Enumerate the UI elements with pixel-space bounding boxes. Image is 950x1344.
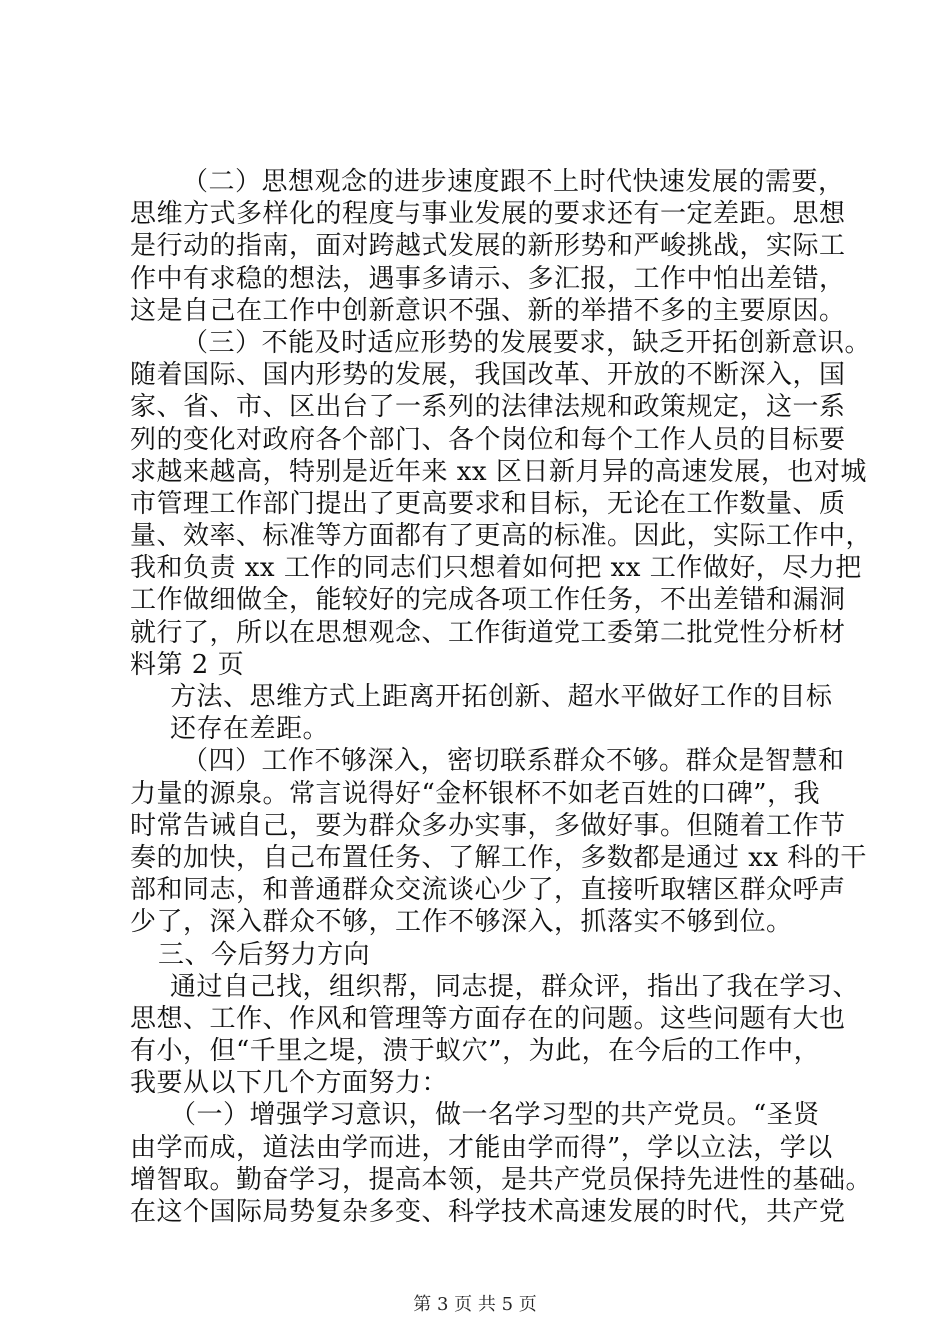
text-line: 方法、思维方式上距离开拓创新、超水平做好工作的目标 [170, 682, 833, 712]
text-line: 量、效率、标准等方面都有了更高的标准。因此，实际工作中， [130, 521, 873, 552]
text-line: 我和负责 xx 工作的同志们只想着如何把 xx 工作做好，尽力把 [130, 553, 862, 584]
text-line: 时常告诫自己，要为群众多办实事，多做好事。但随着工作节 [130, 810, 846, 841]
text-line: 思想、工作、作风和管理等方面存在的问题。这些问题有大也 [130, 1003, 846, 1034]
page-footer [0, 1290, 950, 1316]
text-line: 家、省、市、区出台了一系列的法律法规和政策规定，这一系 [130, 392, 846, 423]
text-line: 随着国际、国内形势的发展，我国改革、开放的不断深入，国 [130, 360, 846, 391]
text-line: 力量的源泉。常言说得好“金杯银杯不如老百姓的口碑”，我 [130, 778, 821, 809]
text-line: 还存在差距。 [170, 714, 330, 745]
text-line: 作中有求稳的想法，遇事多请示、多汇报，工作中怕出差错， [130, 263, 846, 294]
text-line: 是行动的指南，面对跨越式发展的新形势和严峻挑战，实际工 [130, 231, 846, 262]
text-line: （二）思想观念的进步速度跟不上时代快速发展的需要， [182, 167, 845, 197]
text-line: 少了，深入群众不够，工作不够深入，抓落实不够到位。 [130, 907, 793, 938]
text-line: 在这个国际局势复杂多变、科学技术高速发展的时代，共产党 [130, 1197, 846, 1227]
text-line: 我要从以下几个方面努力： [130, 1068, 449, 1099]
document-body [130, 166, 873, 1228]
text-line: 市管理工作部门提出了更高要求和目标，无论在工作数量、质 [130, 488, 846, 519]
text-line: 这是自己在工作中创新意识不强、新的举措不多的主要原因。 [130, 295, 846, 326]
text-line: 奏的加快，自己布置任务、了解工作，多数都是通过 xx 科的干 [130, 842, 867, 873]
text-line: 通过自己找，组织帮，同志提，群众评，指出了我在学习、 [170, 971, 860, 1002]
text-line: 列的变化对政府各个部门、各个岗位和每个工作人员的目标要 [130, 424, 846, 455]
text-line: 增智取。勤奋学习，提高本领，是共产党员保持先进性的基础。 [130, 1164, 873, 1195]
page-number-label: 第 3 页 共 5 页 [413, 1294, 537, 1315]
text-line: 求越来越高，特别是近年来 xx 区日新月异的高速发展，也对城 [130, 456, 867, 487]
text-line: （三）不能及时适应形势的发展要求，缺乏开拓创新意识。 [182, 327, 872, 358]
text-line: 思维方式多样化的程度与事业发展的要求还有一定差距。思想 [130, 199, 846, 230]
text-line: 就行了，所以在思想观念、工作街道党工委第二批党性分析材 [130, 617, 846, 648]
text-line: 工作做细做全，能较好的完成各项工作任务，不出差错和漏洞 [130, 585, 846, 616]
text-line: 有小，但“千里之堤，溃于蚁穴”，为此，在今后的工作中， [130, 1036, 821, 1067]
text-line: 由学而成，道法由学而进，才能由学而得”，学以立法，学以 [130, 1132, 833, 1163]
text-line: （四）工作不够深入，密切联系群众不够。群众是智慧和 [182, 746, 845, 777]
section-heading: 三、今后努力方向 [158, 939, 371, 970]
text-line: （一）增强学习意识，做一名学习型的共产党员。“圣贤 [170, 1100, 820, 1131]
text-line: 料第 2 页 [130, 649, 245, 680]
text-line: 部和同志，和普通群众交流谈心少了，直接听取辖区群众呼声 [130, 875, 846, 906]
